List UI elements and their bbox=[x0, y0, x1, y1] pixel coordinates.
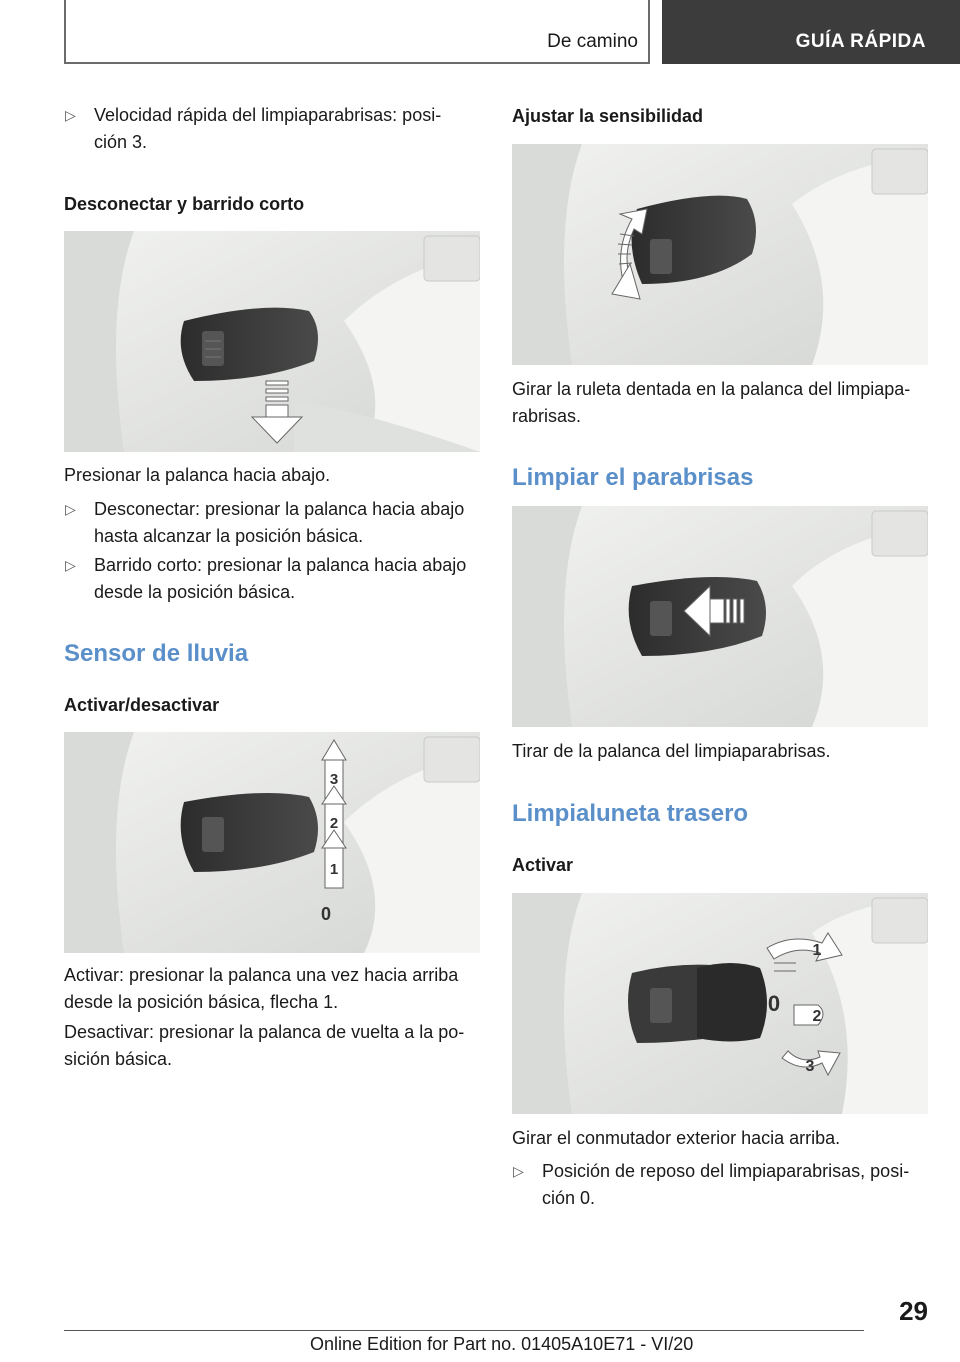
header-chapter-tab bbox=[662, 0, 960, 64]
para-line: rabrisas. bbox=[512, 406, 582, 426]
bullet-triangle-icon: ▷ bbox=[65, 557, 76, 573]
para-line: Desactivar: presionar la palanca de vuelta a la po- bbox=[64, 1022, 465, 1042]
para-conmutador: Girar el conmutador exterior hacia arriba. bbox=[512, 1128, 841, 1148]
para-line: sición básica. bbox=[64, 1049, 173, 1069]
para-activar bbox=[64, 962, 480, 1016]
position-label: 2 bbox=[812, 1008, 822, 1025]
bullet-line: desde la posición básica. bbox=[94, 582, 296, 602]
bullet-line: Velocidad rápida del limpiaparabrisas: posi- bbox=[94, 105, 442, 125]
para-desactivar bbox=[64, 1019, 480, 1073]
bullet-velocidad bbox=[64, 102, 480, 156]
bullet-triangle-icon: ▷ bbox=[65, 501, 76, 517]
bullet-line: Posición de reposo del limpiaparabrisas, posi- bbox=[542, 1161, 910, 1181]
bullet-line: ción 0. bbox=[542, 1188, 596, 1208]
heading-activar: Activar bbox=[512, 855, 574, 875]
thumbwheel-illustration bbox=[512, 144, 928, 365]
para-tirar: Tirar de la palanca del limpiaparabrisas. bbox=[512, 741, 831, 761]
position-label: 3 bbox=[805, 1058, 815, 1075]
bullet-desconectar bbox=[64, 496, 480, 550]
para-line: Activar: presionar la palanca una vez hacia arriba bbox=[64, 965, 459, 985]
heading-ajustar-sensibilidad: Ajustar la sensibilidad bbox=[512, 106, 704, 126]
lever-push-down-illustration bbox=[64, 231, 480, 452]
heading-limpialuneta: Limpialuneta trasero bbox=[512, 800, 749, 827]
footer-edition: Online Edition for Part no. 01405A10E71 - VI/20 bbox=[310, 1334, 694, 1354]
rear-wiper-switch-illustration bbox=[512, 893, 928, 1114]
bullet-line: ción 3. bbox=[94, 132, 148, 152]
lever-positions-illustration bbox=[64, 732, 480, 953]
para-line: Girar la ruleta dentada en la palanca del limpiapa- bbox=[512, 379, 911, 399]
bullet-reposo bbox=[512, 1158, 928, 1212]
heading-limpiar-parabrisas: Limpiar el parabrisas bbox=[512, 464, 754, 491]
position-label: 1 bbox=[812, 942, 822, 959]
figure-pull-lever bbox=[512, 506, 928, 727]
bullet-line: Desconectar: presionar la palanca hacia abajo bbox=[94, 499, 465, 519]
figure-thumbwheel bbox=[512, 144, 928, 365]
position-label: 0 bbox=[767, 991, 781, 1016]
bullet-line: hasta alcanzar la posición básica. bbox=[94, 526, 364, 546]
position-label: 1 bbox=[329, 861, 339, 878]
figure-rear-wiper-switch bbox=[512, 893, 928, 1114]
para-presionar: Presionar la palanca hacia abajo. bbox=[64, 465, 331, 485]
pull-lever-illustration bbox=[512, 506, 928, 727]
heading-sensor-lluvia: Sensor de lluvia bbox=[64, 640, 249, 667]
bullet-triangle-icon: ▷ bbox=[513, 1163, 524, 1179]
para-line: desde la posición básica, flecha 1. bbox=[64, 992, 339, 1012]
header-chapter-title: GUÍA RÁPIDA bbox=[795, 31, 926, 52]
position-label: 3 bbox=[329, 771, 339, 788]
heading-activar-desactivar: Activar/desactivar bbox=[64, 695, 220, 715]
para-girar-ruleta bbox=[512, 376, 928, 430]
position-label: 0 bbox=[320, 904, 332, 924]
header-section-title: De camino bbox=[547, 31, 638, 52]
position-label: 2 bbox=[329, 815, 339, 832]
header-section-box bbox=[64, 0, 650, 64]
figure-lever-push-down bbox=[64, 231, 480, 452]
footer-divider bbox=[64, 1330, 864, 1331]
bullet-triangle-icon: ▷ bbox=[65, 107, 76, 123]
bullet-line: Barrido corto: presionar la palanca hacia abajo bbox=[94, 555, 467, 575]
figure-lever-positions bbox=[64, 732, 480, 953]
bullet-barrido bbox=[64, 552, 480, 606]
page-number: 29 bbox=[899, 1296, 928, 1326]
heading-desconectar: Desconectar y barrido corto bbox=[64, 194, 305, 214]
